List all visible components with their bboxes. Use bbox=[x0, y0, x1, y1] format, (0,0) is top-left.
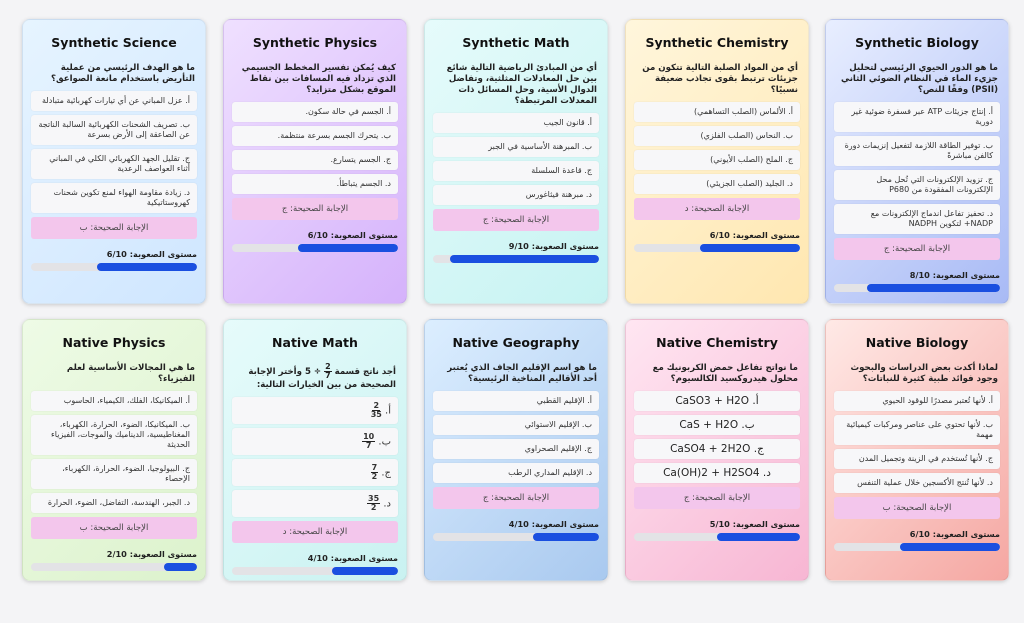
option-d[interactable]: د. Ca(OH)2 + H2SO4 bbox=[634, 463, 800, 483]
card-synthetic-chemistry bbox=[625, 19, 809, 304]
correct-answer: الإجابة الصحيحة: د bbox=[232, 521, 398, 543]
option-b[interactable]: ب. الميكانيكا، الضوء، الحرارة، الكهرباء، المغناطيسية، الديناميك والموجات، الفيزياء الحديثة bbox=[31, 415, 197, 455]
difficulty-label: مستوى الصعوبة: 9/10 bbox=[508, 241, 599, 251]
difficulty-fill bbox=[97, 263, 197, 271]
difficulty-fill bbox=[332, 567, 398, 575]
difficulty-bar bbox=[31, 563, 197, 571]
correct-answer: الإجابة الصحيحة: ج bbox=[433, 209, 599, 231]
correct-answer: الإجابة الصحيحة: ج bbox=[834, 238, 1000, 260]
difficulty-bar bbox=[634, 533, 800, 541]
card-native-geography bbox=[424, 319, 608, 581]
card-synthetic-math bbox=[424, 19, 608, 304]
correct-answer: الإجابة الصحيحة: ب bbox=[834, 497, 1000, 519]
option-a[interactable]: أ. الجسم في حالة سكون. bbox=[232, 102, 398, 122]
option-b[interactable]: ب. تصريف الشحنات الكهربائية السالبة الناتجة عن الصاعقة إلى الأرض بسرعة bbox=[31, 115, 197, 145]
difficulty-fill bbox=[717, 533, 800, 541]
option-label: ج. bbox=[381, 467, 391, 479]
fraction-numerator: 35 bbox=[368, 494, 380, 503]
card-native-math bbox=[223, 319, 407, 581]
card-title: Native Chemistry bbox=[656, 335, 778, 350]
option-b[interactable]: ب. المبرهنة الأساسية في الجبر bbox=[433, 137, 599, 157]
option-c[interactable]: ج. الجسم يتسارع. bbox=[232, 150, 398, 170]
option-d[interactable]: د. الإقليم المداري الرطب bbox=[433, 463, 599, 483]
option-c[interactable]: ج. قاعدة السلسلة bbox=[433, 161, 599, 181]
option-fraction bbox=[371, 464, 379, 481]
card-title: Native Geography bbox=[452, 335, 580, 350]
option-a[interactable]: أ. قانون الجيب bbox=[433, 113, 599, 133]
card-title: Native Physics bbox=[62, 335, 166, 350]
option-label: أ. bbox=[385, 405, 391, 417]
correct-answer: الإجابة الصحيحة: ب bbox=[31, 217, 197, 239]
difficulty-label: مستوى الصعوبة: 2/10 bbox=[106, 549, 197, 559]
difficulty-fill bbox=[533, 533, 599, 541]
difficulty-bar bbox=[433, 255, 599, 263]
fraction-denominator: 35 bbox=[370, 410, 382, 419]
option-label: د. bbox=[383, 498, 391, 510]
card-title: Native Biology bbox=[865, 335, 969, 350]
fraction-denominator: 7 bbox=[325, 371, 331, 380]
option-c[interactable]: ج. تقليل الجهد الكهربائي الكلي في المباني أثناء العواصف الرعدية bbox=[31, 149, 197, 179]
question-text: ما هي المجالات الأساسية لعلم الفيزياء؟ bbox=[66, 363, 195, 384]
option-d[interactable]: د. مبرهنة فيثاغورس bbox=[433, 185, 599, 205]
difficulty-label: مستوى الصعوبة: 8/10 bbox=[909, 270, 1000, 280]
option-fraction bbox=[371, 402, 382, 419]
option-b[interactable]: ب. لأنها تحتوي على عناصر ومركبات كيميائية مهمة bbox=[834, 415, 1000, 445]
card-native-biology bbox=[825, 319, 1009, 581]
option-c[interactable]: ج. البيولوجيا، الضوء، الحرارة، الكهرباء، الإحصاء bbox=[31, 459, 197, 489]
option-d[interactable]: د. الجسم يتباطأ. bbox=[232, 174, 398, 194]
fraction-denominator: 7 bbox=[365, 441, 372, 450]
option-b[interactable] bbox=[232, 428, 398, 455]
correct-answer: الإجابة الصحيحة: ب bbox=[31, 517, 197, 539]
option-d[interactable]: د. لأنها تُنتج الأكسجين خلال عملية التنفس bbox=[834, 473, 1000, 493]
option-label: ب. bbox=[378, 436, 391, 448]
difficulty-label: مستوى الصعوبة: 6/10 bbox=[909, 529, 1000, 539]
difficulty-fill bbox=[900, 543, 1000, 551]
option-d[interactable]: د. تحفيز تفاعل اندماج الإلكترونات مع NADP+ لتكوين NADPH bbox=[834, 204, 1000, 234]
option-c[interactable]: ج. تزويد الإلكترونات التي تُحل محل الإلكترونات المفقودة من P680 bbox=[834, 170, 1000, 200]
option-a[interactable]: أ. الإقليم القطبي bbox=[433, 391, 599, 411]
option-b[interactable]: ب. توفير الطاقة اللازمة لتفعيل إنزيمات دورة كالفن مباشرةً bbox=[834, 136, 1000, 166]
question-text: ما هو الدور الحيوي الرئيسي لتحليل جزيء الماء في النظام الضوئي الثاني (PSII) وفقًا للنص؟ bbox=[841, 63, 998, 95]
option-c[interactable]: ج. لأنها تُستخدم في الزينة وتجميل المدن bbox=[834, 449, 1000, 469]
difficulty-label: مستوى الصعوبة: 6/10 bbox=[307, 230, 398, 240]
fraction-numerator: 10 bbox=[363, 432, 375, 441]
option-a[interactable]: أ. إنتاج جزيئات ATP عبر فسفرة ضوئية غير دورية bbox=[834, 102, 1000, 132]
card-title: Synthetic Math bbox=[462, 35, 570, 50]
difficulty-label: مستوى الصعوبة: 6/10 bbox=[106, 249, 197, 259]
card-synthetic-biology bbox=[825, 19, 1009, 304]
difficulty-label: مستوى الصعوبة: 4/10 bbox=[508, 519, 599, 529]
card-title: Synthetic Chemistry bbox=[645, 35, 789, 50]
option-b[interactable]: ب. النحاس (الصلب الفلزي) bbox=[634, 126, 800, 146]
correct-answer: الإجابة الصحيحة: ج bbox=[433, 487, 599, 509]
option-fraction bbox=[367, 495, 380, 512]
difficulty-label: مستوى الصعوبة: 5/10 bbox=[709, 519, 800, 529]
difficulty-bar bbox=[232, 244, 398, 252]
option-c[interactable] bbox=[232, 459, 398, 486]
question-fraction bbox=[324, 363, 332, 380]
option-fraction bbox=[362, 433, 375, 450]
card-title: Native Math bbox=[272, 335, 358, 350]
difficulty-fill bbox=[450, 255, 599, 263]
card-synthetic-physics bbox=[223, 19, 407, 304]
difficulty-bar bbox=[634, 244, 800, 252]
correct-answer: الإجابة الصحيحة: ج bbox=[232, 198, 398, 220]
difficulty-bar bbox=[834, 543, 1000, 551]
option-d[interactable] bbox=[232, 490, 398, 517]
fraction-numerator: 2 bbox=[373, 401, 380, 410]
option-d[interactable]: د. الجبر، الهندسة، التفاضل، الضوء، الحرارة bbox=[31, 493, 197, 513]
question-text: ما هو الهدف الرئيسي من عملية التأريض باستخدام مانعة الصواعق؟ bbox=[50, 63, 195, 84]
question-text: ما هو اسم الإقليم الجاف الذي يُعتبر أحد الأقاليم المناخية الرئيسية؟ bbox=[447, 363, 597, 384]
card-native-physics bbox=[22, 319, 206, 581]
difficulty-fill bbox=[700, 244, 800, 252]
option-a[interactable] bbox=[232, 397, 398, 424]
option-c[interactable]: ج. الملح (الصلب الأيوني) bbox=[634, 150, 800, 170]
question-text: لماذا أكدت بعض الدراسات والبحوث وجود فوائد طبية كثيرة للنباتات؟ bbox=[850, 363, 998, 384]
option-a[interactable]: أ. الألماس (الصلب التساهمي) bbox=[634, 102, 800, 122]
option-a[interactable]: أ. لأنها تُعتبر مصدرًا للوقود الحيوي bbox=[834, 391, 1000, 411]
option-c[interactable]: ج. الإقليم الصحراوي bbox=[433, 439, 599, 459]
difficulty-bar bbox=[834, 284, 1000, 292]
card-native-chemistry bbox=[625, 319, 809, 581]
option-c[interactable]: ج. CaSO4 + 2H2O bbox=[634, 439, 800, 459]
question-text: كيف يُمكن تفسير المخطط الجسيمي الذي تزداد فيه المسافات بين نقاط الموقع بشكل متزايد؟ bbox=[241, 63, 396, 95]
option-a[interactable]: أ. عزل المباني عن أي تيارات كهربائية متبادلة bbox=[31, 91, 197, 111]
correct-answer: الإجابة الصحيحة: ج bbox=[634, 487, 800, 509]
option-d[interactable]: د. الجليد (الصلب الجزيئي) bbox=[634, 174, 800, 194]
fraction-denominator: 2 bbox=[371, 472, 378, 481]
card-title: Synthetic Biology bbox=[855, 35, 979, 50]
difficulty-bar bbox=[232, 567, 398, 575]
difficulty-bar bbox=[31, 263, 197, 271]
option-b[interactable]: ب. الإقليم الاستوائي bbox=[433, 415, 599, 435]
card-title: Synthetic Science bbox=[51, 35, 177, 50]
question-text: ما نواتج تفاعل حمض الكربونيك مع محلول هيدروكسيد الكالسيوم؟ bbox=[652, 363, 798, 384]
option-b[interactable]: ب. CaS + H2O bbox=[634, 415, 800, 435]
difficulty-fill bbox=[164, 563, 197, 571]
option-d[interactable]: د. زيادة مقاومة الهواء لمنع تكوين شحنات كهروستاتيكية bbox=[31, 183, 197, 213]
difficulty-label: مستوى الصعوبة: 6/10 bbox=[709, 230, 800, 240]
difficulty-label: مستوى الصعوبة: 4/10 bbox=[307, 553, 398, 563]
option-a[interactable]: أ. CaSO3 + H2O bbox=[634, 391, 800, 411]
option-b[interactable]: ب. يتحرك الجسم بسرعة منتظمة. bbox=[232, 126, 398, 146]
option-a[interactable]: أ. الميكانيكا، الفلك، الكيمياء، الحاسوب bbox=[31, 391, 197, 411]
correct-answer: الإجابة الصحيحة: د bbox=[634, 198, 800, 220]
question-text: أجد ناتج قسمة $\frac{2}{7}$ ÷ 5 وأختر الإجابة الصحيحة من بين الخيارات التالية: bbox=[248, 362, 396, 390]
question-text: أي من المبادئ الرياضية التالية شائع بين حل المعادلات المثلثية، وتفاضل الدوال الأسية، وحل المسائل ذات المعدلات المرتبطة؟ bbox=[446, 63, 597, 106]
difficulty-fill bbox=[867, 284, 1000, 292]
fraction-numerator: 7 bbox=[371, 463, 378, 472]
difficulty-fill bbox=[298, 244, 398, 252]
card-synthetic-science bbox=[22, 19, 206, 304]
question-text: أي من المواد الصلبة التالية تتكون من جزيئات ترتبط بقوى تجاذب ضعيفة نسبيًا؟ bbox=[642, 63, 798, 95]
difficulty-bar bbox=[433, 533, 599, 541]
card-title: Synthetic Physics bbox=[252, 35, 378, 50]
fraction-denominator: 2 bbox=[370, 503, 377, 512]
fraction-numerator: 2 bbox=[325, 362, 331, 371]
